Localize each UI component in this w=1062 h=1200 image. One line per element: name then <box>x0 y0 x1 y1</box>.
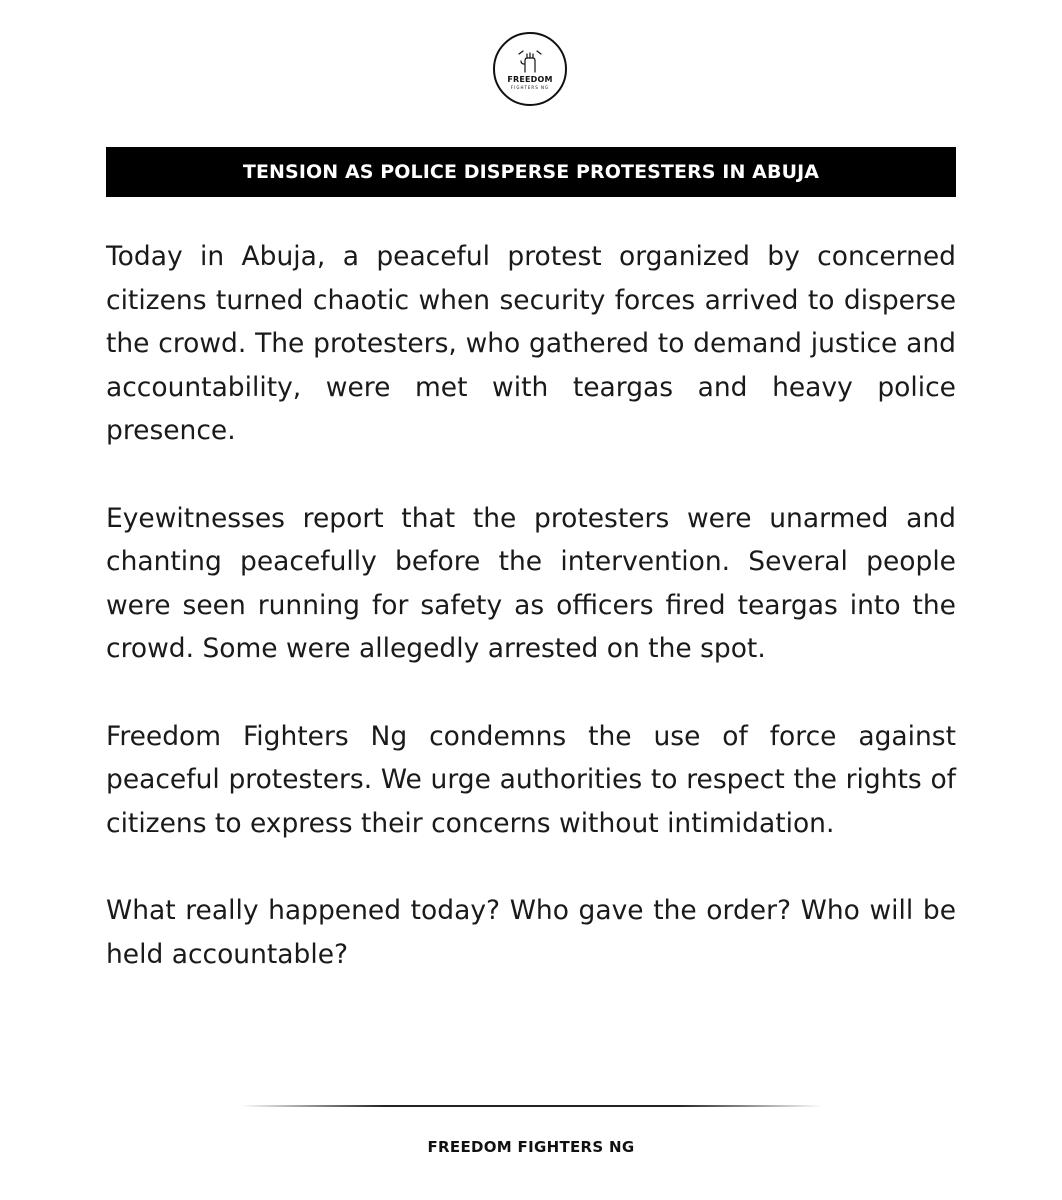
logo-subtext: FIGHTERS NG <box>510 85 550 90</box>
raised-fist-icon <box>495 34 565 104</box>
footer-brand: FREEDOM FIGHTERS NG <box>427 1138 635 1156</box>
headline-banner <box>106 147 956 197</box>
footer-divider <box>240 1105 822 1107</box>
brand-logo <box>493 32 567 106</box>
paragraph-3: Freedom Fighters Ng condemns the use of force against peaceful protesters. We urge authorities to respect the rights of citizens to express their concerns without intimidation. <box>106 720 956 839</box>
logo-wordmark: FREEDOM <box>507 75 553 84</box>
paragraph-1: Today in Abuja, a peaceful protest organized by concerned citizens turned chaotic when security forces arrived to disperse the crowd. The protesters, who gathered to demand justice and accountability, were met with teargas and heavy police presence. <box>106 241 956 446</box>
paragraph-2: Eyewitnesses report that the protesters were unarmed and chanting peacefully before the intervention. Several people were seen running for safety as officers fired teargas into the crowd. Some were allegedly arrested on the spot. <box>106 502 956 664</box>
article-body <box>106 235 956 976</box>
headline-text: TENSION AS POLICE DISPERSE PROTESTERS IN ABUJA <box>242 161 820 183</box>
paragraph-4: What really happened today? Who gave the order? Who will be held accountable? <box>106 895 956 970</box>
